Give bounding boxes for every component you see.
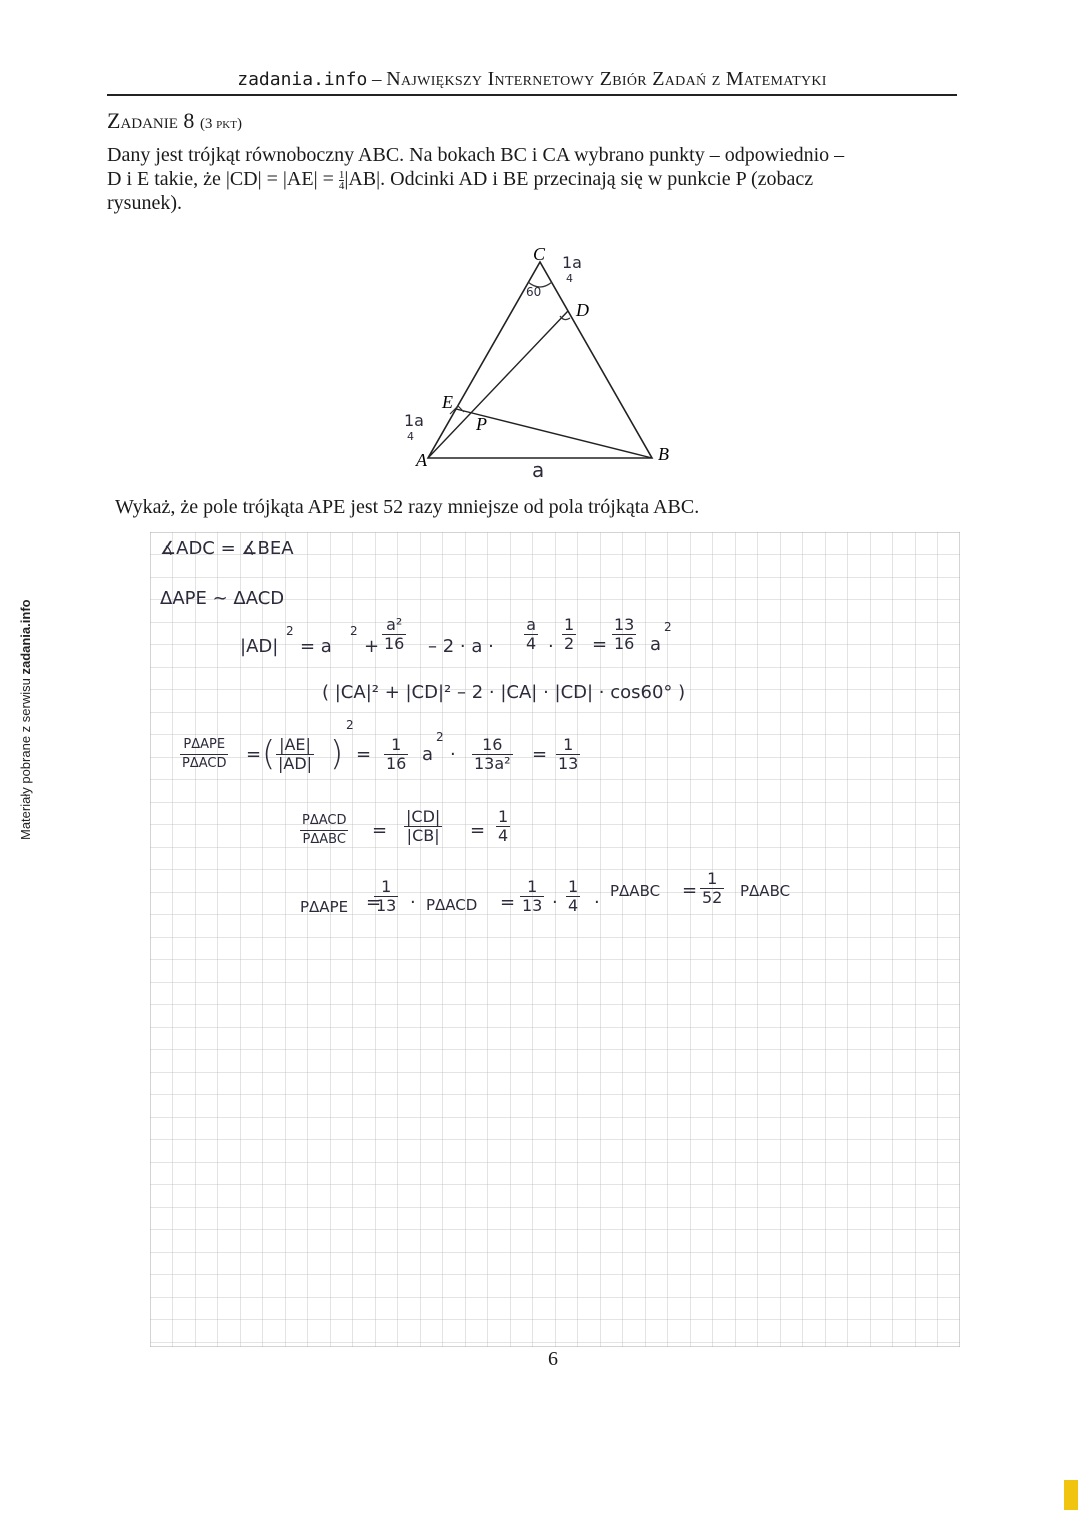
- label-d: D: [576, 300, 589, 320]
- ratio1-frac-2: 1 16: [386, 735, 407, 773]
- ratio1-paren-close: ): [330, 734, 344, 774]
- row3-mid2: PΔABC: [610, 882, 661, 900]
- triangle-figure: [380, 240, 700, 480]
- row3-eq: =: [366, 892, 382, 913]
- label-side-a: a: [532, 458, 545, 480]
- ratio1-frac-4: 1 13: [558, 735, 579, 773]
- task-points: (3 pkt): [199, 116, 242, 132]
- label-p: P: [476, 414, 487, 434]
- row3-eq3: =: [682, 880, 698, 901]
- ad-frac-4: 13 16: [614, 615, 635, 653]
- ratio1-dot: ·: [450, 744, 456, 765]
- ad-squared-exp: 2: [286, 624, 294, 638]
- row3-eq2: =: [500, 892, 516, 913]
- statement-line-1: Dany jest trójkąt równoboczny ABC. Na bokach BC i CA wybrano punkty – odpowiednio –: [107, 144, 845, 166]
- label-e: E: [442, 392, 453, 412]
- ratio2-eq2: =: [470, 820, 486, 841]
- statement-line-2a: D i E takie, że |CD| = |AE| =: [107, 168, 339, 190]
- row3-frac-4: 1 52: [702, 869, 723, 907]
- side-label-site: zadania.info: [18, 599, 33, 675]
- ratio2-eq: =: [372, 820, 388, 841]
- ad-plus: +: [364, 636, 380, 657]
- row3-frac-1: 1 13: [376, 877, 397, 915]
- ad-frac-3: 1 2: [564, 615, 575, 653]
- ratio1-eq: =: [246, 744, 262, 765]
- angle-mark-d: [560, 316, 570, 320]
- ratio2-frac-3: 1 4: [498, 807, 509, 845]
- ratio1-paren-open: (: [262, 734, 276, 774]
- page-header: [107, 68, 957, 91]
- label-angle-c: 60: [526, 285, 542, 299]
- label-frac-left-den: 4: [407, 430, 414, 443]
- task-statement: [107, 143, 967, 215]
- row3-result: PΔABC: [740, 882, 791, 900]
- statement-line-2: [107, 167, 967, 191]
- page-number: 6: [548, 1348, 558, 1370]
- ratio1-frac-3: 16 13a²: [474, 735, 511, 773]
- ad-result: a: [650, 634, 662, 655]
- ratio1-paren-exp: 2: [346, 718, 354, 732]
- row3-frac-3: 1 4: [568, 877, 579, 915]
- ad-mid: – 2 · a ·: [428, 636, 494, 657]
- cosine-law-note: ( |CA|² + |CD|² – 2 · |CA| · |CD| · cos60° ): [322, 682, 686, 703]
- solution-line-1: ∡ADC = ∡BEA: [160, 538, 294, 559]
- corner-mark: [1064, 1480, 1078, 1510]
- label-b: B: [658, 444, 669, 464]
- statement-frac-num: 1: [338, 168, 345, 181]
- ratio1-a-exp: 2: [436, 730, 444, 744]
- task-question: Wykaż, że pole trójkąta APE jest 52 razy mniejsze od pola trójkąta ABC.: [115, 496, 700, 518]
- ratio1-paren-frac: |AE| |AD|: [278, 735, 313, 773]
- label-c: C: [533, 244, 546, 264]
- side-label-text: Materiały pobrane z serwisu: [18, 674, 33, 840]
- ratio1-frac-1: PΔAPE PΔACD: [182, 737, 227, 771]
- ad-frac-2: a 4: [526, 615, 537, 653]
- label-frac-top: 1a: [562, 253, 582, 272]
- row3-mid: PΔACD: [426, 896, 478, 914]
- header-rule: [107, 94, 957, 96]
- ratio1-eq3: =: [532, 744, 548, 765]
- ad-dot: ·: [548, 636, 554, 657]
- ad-a-exp: 2: [350, 624, 358, 638]
- statement-line-3: rysunek).: [107, 192, 182, 214]
- task-number: Zadanie 8: [107, 108, 195, 133]
- row3-dot: ·: [410, 892, 416, 913]
- row3-dot2: ·: [552, 892, 558, 913]
- segment-ad: [428, 311, 568, 458]
- ratio2-frac-2: |CD| |CB|: [406, 807, 441, 845]
- ratio1-eq2: =: [356, 744, 372, 765]
- row3-frac-2: 1 13: [522, 877, 543, 915]
- ratio1-a: a: [422, 744, 434, 765]
- solution-line-2: ΔAPE ~ ΔACD: [160, 588, 285, 609]
- statement-frac-den: 4: [338, 179, 345, 192]
- ad-eq2: =: [592, 634, 608, 655]
- side-source-label: [18, 599, 33, 840]
- ad-eq: = a: [300, 636, 332, 657]
- ad-result-exp: 2: [664, 620, 672, 634]
- header-title: Największy Internetowy Zbiór Zadań z Matematyki: [386, 68, 827, 90]
- header-site: zadania.info: [237, 69, 368, 90]
- ad-frac-1: a² 16: [384, 615, 405, 653]
- row3-dot3: ·: [594, 892, 600, 913]
- task-title: [107, 108, 242, 134]
- row3-lhs: PΔAPE: [300, 898, 349, 916]
- statement-line-2b: |AB|. Odcinki AD i BE przecinają się w punkcie P (zobacz: [344, 168, 814, 190]
- label-frac-top-den: 4: [566, 272, 573, 285]
- ratio2-frac-1: PΔACD PΔABC: [302, 813, 347, 847]
- label-frac-left: 1a: [404, 411, 424, 430]
- ad-squared-lhs: |AD|: [240, 636, 279, 657]
- header-separator: –: [367, 69, 387, 90]
- label-a: A: [416, 450, 427, 470]
